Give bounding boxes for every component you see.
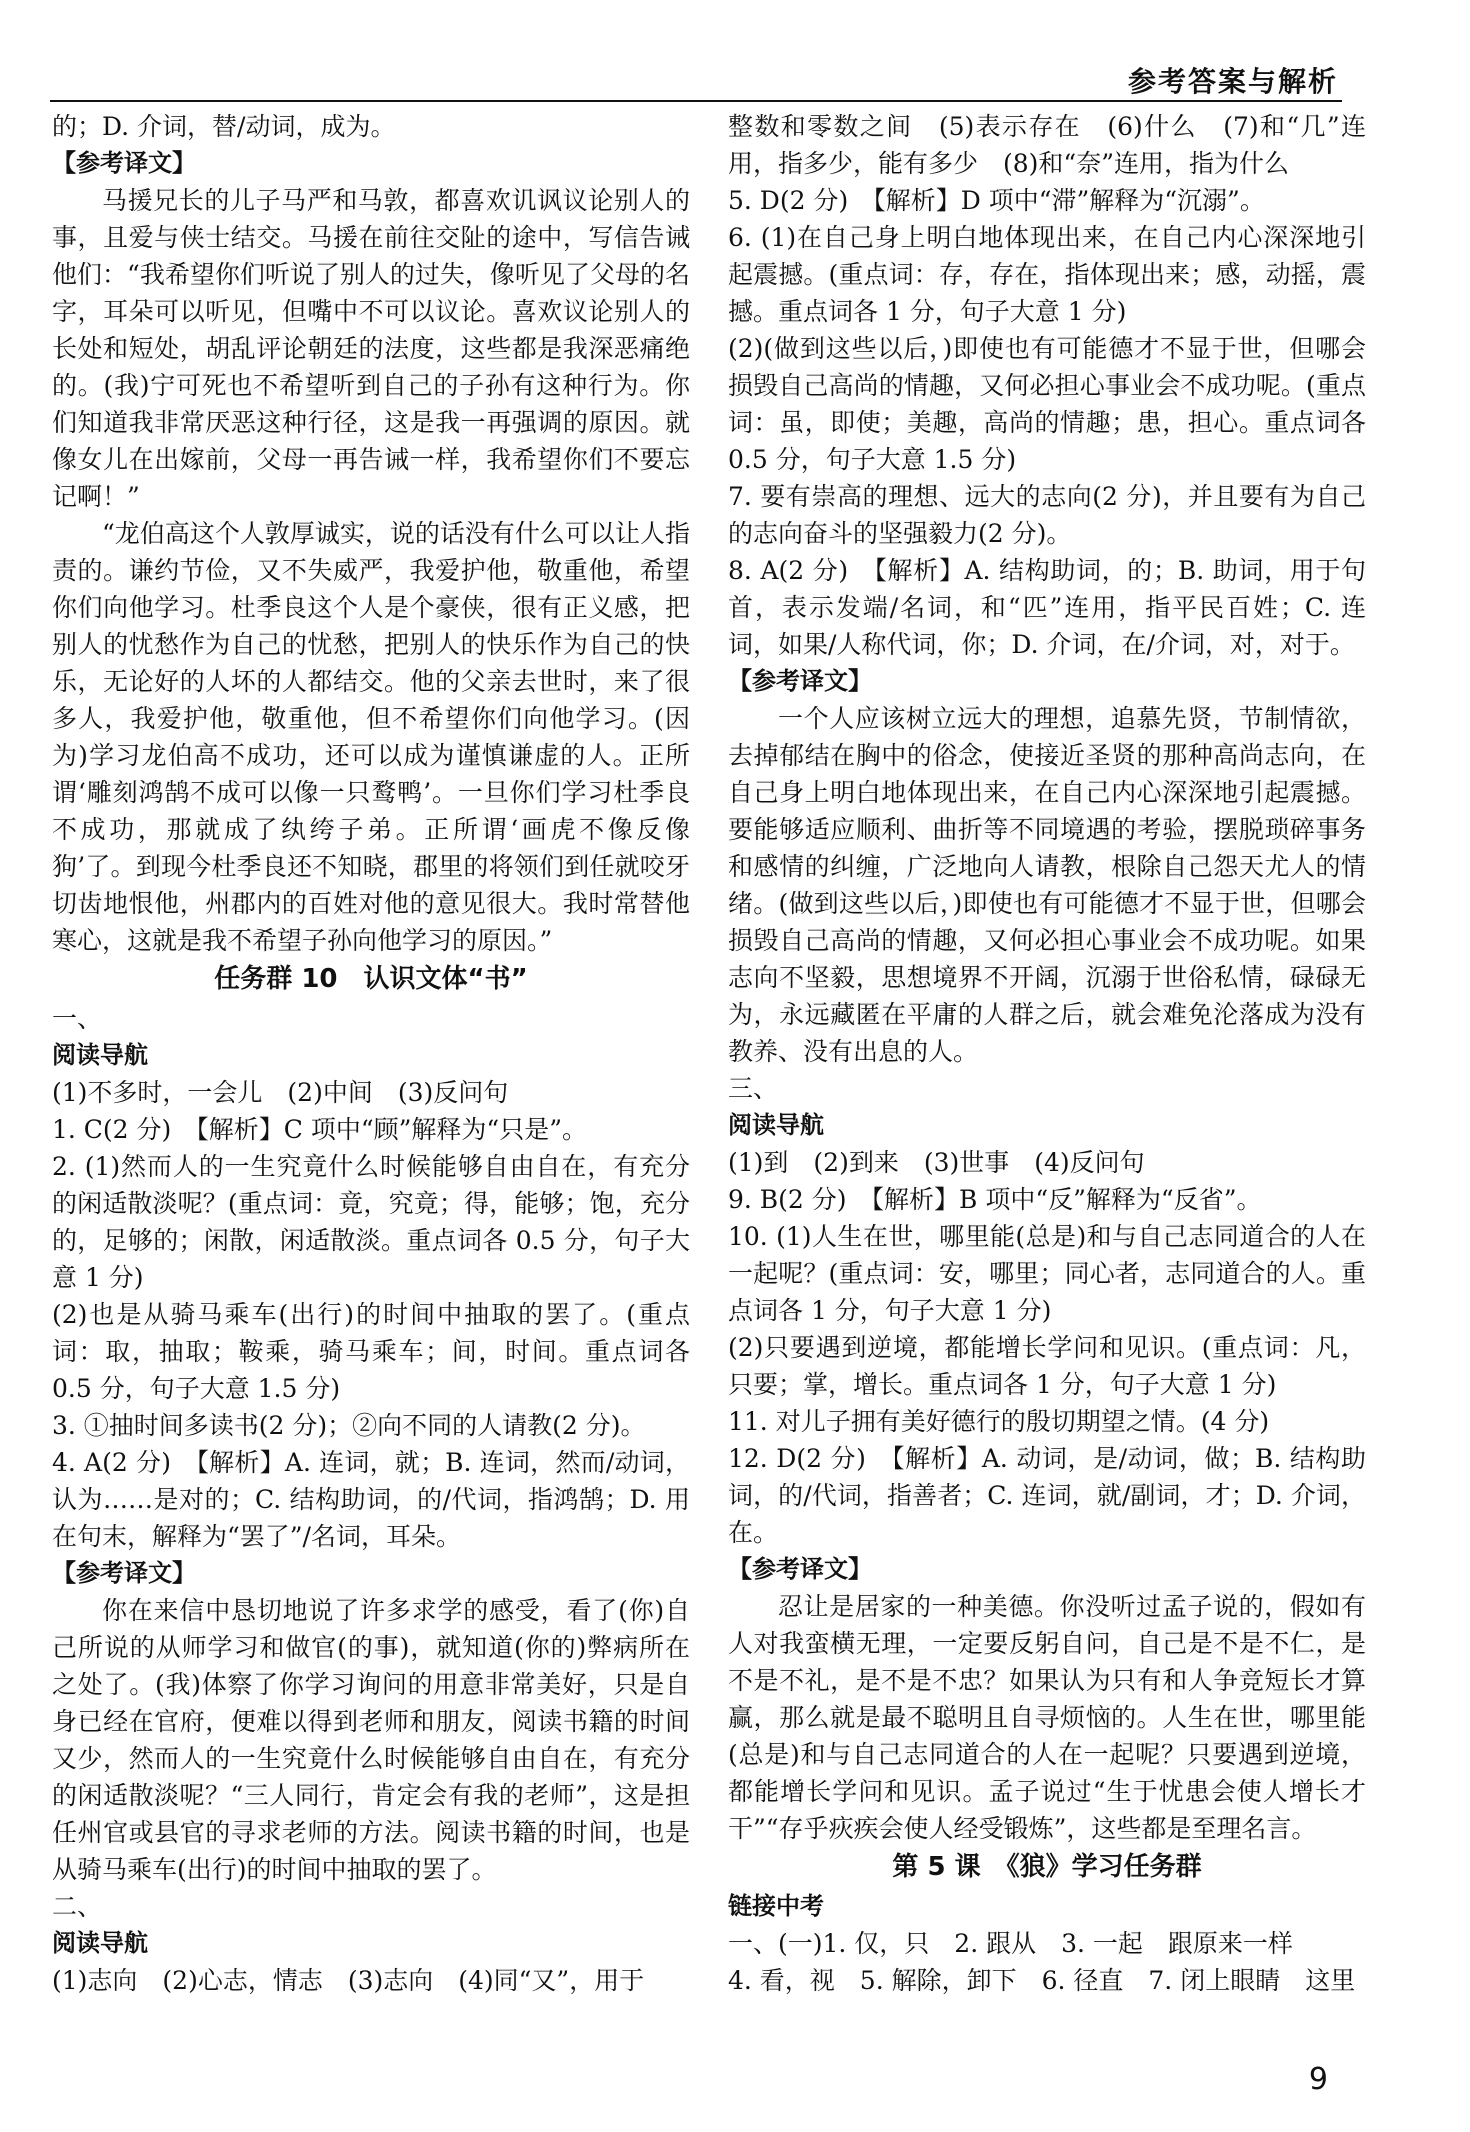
- section-tag: 【参考译文】: [728, 1555, 872, 1583]
- answer-line: 8. A(2 分) 【解析】A. 结构助词，的；B. 助词，用于句首，表示发端/名词，和“匹”连用，指平民百姓；C. 连词，如果/人称代词，你；D. 介词，在/介词，对，对于。: [728, 556, 1366, 659]
- answer-line: 10. (1)人生在世，哪里能(总是)和与自己志同道合的人在一起呢？(重点词：安，哪里；同心者，志同道合的人。重点词各 1 分，句子大意 1 分): [728, 1222, 1366, 1325]
- answer-line: 一、: [52, 1004, 103, 1033]
- answer-line: 12. D(2 分) 【解析】A. 动词，是/动词，做；B. 结构助词，的/代词，指善者；C. 连词，就/副词，才；D. 介词，在。: [728, 1444, 1366, 1547]
- answer-line: 3. ①抽时间多读书(2 分)；②向不同的人请教(2 分)。: [52, 1411, 646, 1440]
- section-title: 任务群 10 认识文体“书”: [214, 964, 528, 994]
- answer-line: 5. D(2 分) 【解析】D 项中“滞”解释为“沉溺”。: [728, 186, 1265, 215]
- answer-line: (1)到 (2)到来 (3)世事 (4)反问句: [728, 1148, 1145, 1177]
- page-header: [0, 0, 1470, 104]
- section-tag: 【参考译文】: [728, 667, 872, 695]
- answer-line: 7. 要有崇高的理想、远大的志向(2 分)，并且要有为自己的志向奋斗的坚强毅力(2 分)。: [728, 482, 1366, 548]
- right-column: [728, 108, 1366, 2068]
- answer-line: 9. B(2 分) 【解析】B 项中“反”解释为“反省”。: [728, 1185, 1262, 1214]
- answer-line: (1)不多时，一会儿 (2)中间 (3)反问句: [52, 1078, 509, 1107]
- translation-paragraph: 你在来信中恳切地说了许多求学的感受，看了(你)自己所说的从师学习和做官(的事)，就知道(你的)弊病所在之处了。(我)体察了你学习询问的用意非常美好，只是自身已经在官府，便难以得到老师和朋友，阅读书籍的时间又少，然而人的一生究竟什么时候能够自由自在，有充分的闲适散淡呢？“三人同行，肯定会有我的老师”，这是担任州官或县官的寻求老师的方法。阅读书籍的时间，也是从骑马乘车(出行)的时间中抽取的罢了。: [52, 1596, 690, 1884]
- answer-line: (2)只要遇到逆境，都能增长学问和见识。(重点词：凡，只要；掌，增长。重点词各 1 分，句子大意 1 分): [728, 1333, 1366, 1399]
- header-rule: [50, 100, 1342, 102]
- answer-line: (1)志向 (2)心志，情志 (3)志向 (4)同“又”，用于: [52, 1966, 645, 1995]
- translation-paragraph: 一个人应该树立远大的理想，追慕先贤，节制情欲，去掉郁结在胸中的俗念，使接近圣贤的那种高尚志向，在自己身上明白地体现出来，在自己内心深深地引起震撼。要能够适应顺利、曲折等不同境遇的考验，摆脱琐碎事务和感情的纠缠，广泛地向人请教，根除自己怨天尤人的情绪。(做到这些以后，)即使也有可能德才不显于世，但哪会损毁自己高尚的情趣，又何必担心事业会不成功呢。如果志向不坚毅，思想境界不开阔，沉溺于世俗私情，碌碌无为，永远藏匿在平庸的人群之后，就会难免沦落成为没有教养、没有出息的人。: [728, 704, 1366, 1066]
- answer-line: 1. C(2 分) 【解析】C 项中“顾”解释为“只是”。: [52, 1115, 587, 1144]
- section-title: 第 5 课 《狼》学习任务群: [892, 1852, 1202, 1882]
- page-number: 9: [1308, 2062, 1328, 2097]
- answer-line: 4. 看，视 5. 解除，卸下 6. 径直 7. 闭上眼睛 这里: [728, 1966, 1356, 1995]
- answer-line: 三、: [728, 1074, 779, 1103]
- section-tag: 阅读导航: [728, 1111, 824, 1139]
- answer-line: 一、(一)1. 仅，只 2. 跟从 3. 一起 跟原来一样: [728, 1929, 1293, 1958]
- section-tag: 阅读导航: [52, 1041, 148, 1069]
- section-tag: 阅读导航: [52, 1929, 148, 1957]
- answer-line: 6. (1)在自己身上明白地体现出来，在自己内心深深地引起震撼。(重点词：存，存在，指体现出来；感，动摇，震撼。重点词各 1 分，句子大意 1 分): [728, 223, 1366, 326]
- header-title: 参考答案与解析: [1127, 65, 1338, 98]
- translation-paragraph: 马援兄长的儿子马严和马敦，都喜欢讥讽议论别人的事，且爱与侠士结交。马援在前往交阯的途中，写信告诫他们：“我希望你们听说了别人的过失，像听见了父母的名字，耳朵可以听见，但嘴中不可以议论。喜欢议论别人的长处和短处，胡乱评论朝廷的法度，这些都是我深恶痛绝的。(我)宁可死也不希望听到自己的子孙有这种行为。你们知道我非常厌恶这种行径，这是我一再强调的原因。就像女儿在出嫁前，父母一再告诫一样，我希望你们不要忘记啊！”: [52, 186, 690, 511]
- answer-line: 二、: [52, 1892, 103, 1921]
- section-tag: 【参考译文】: [52, 149, 196, 177]
- translation-paragraph: “龙伯高这个人敦厚诚实，说的话没有什么可以让人指责的。谦约节俭，又不失威严，我爱护他，敬重他，希望你们向他学习。杜季良这个人是个豪侠，很有正义感，把别人的忧愁作为自己的忧愁，把别人的快乐作为自己的快乐，无论好的人坏的人都结交。他的父亲去世时，来了很多人，我爱护他，敬重他，但不希望你们向他学习。(因为)学习龙伯高不成功，还可以成为谨慎谦虚的人。正所谓‘雕刻鸿鹄不成可以像一只鹜鸭’。一旦你们学习杜季良不成功，那就成了纨绔子弟。正所谓‘画虎不像反像狗’了。到现今杜季良还不知晓，郡里的将领们到任就咬牙切齿地恨他，州郡内的百姓对他的意见很大。我时常替他寒心，这就是我不希望子孙向他学习的原因。”: [52, 519, 690, 955]
- section-tag: 链接中考: [728, 1892, 824, 1920]
- answer-line: 整数和零数之间 (5)表示存在 (6)什么 (7)和“几”连用，指多少，能有多少 (8)和“奈”连用，指为什么: [728, 112, 1366, 178]
- answer-line: 2. (1)然而人的一生究竟什么时候能够自由自在，有充分的闲适散淡呢？(重点词：竟，究竟；得，能够；饱，充分的，足够的；闲散，闲适散淡。重点词各 0.5 分，句子大意 1 分): [52, 1152, 690, 1292]
- answer-line: (2)也是从骑马乘车(出行)的时间中抽取的罢了。(重点词：取，抽取；鞍乘，骑马乘车；间，时间。重点词各 0.5 分，句子大意 1.5 分): [52, 1300, 690, 1403]
- section-tag: 【参考译文】: [52, 1559, 196, 1587]
- translation-paragraph: 忍让是居家的一种美德。你没听过孟子说的，假如有人对我蛮横无理，一定要反躬自问，自己是不是不仁，是不是不礼，是不是不忠？如果认为只有和人争竞短长才算赢，那么就是最不聪明且自寻烦恼的。人生在世，哪里能(总是)和与自己志同道合的人在一起呢？只要遇到逆境，都能增长学问和见识。孟子说过“生于忧患会使人增长才干”“存乎疢疾会使人经受锻炼”，这些都是至理名言。: [728, 1592, 1366, 1843]
- answer-line: (2)(做到这些以后，)即使也有可能德才不显于世，但哪会损毁自己高尚的情趣，又何必担心事业会不成功呢。(重点词：虽，即使；美趣，高尚的情趣；患，担心。重点词各 0.5 分，句子大意 1.5 分): [728, 334, 1366, 474]
- answer-line: 的；D. 介词，替/动词，成为。: [52, 112, 396, 141]
- left-column: [52, 108, 690, 2068]
- answer-line: 11. 对儿子拥有美好德行的殷切期望之情。(4 分): [728, 1407, 1270, 1436]
- answer-line: 4. A(2 分) 【解析】A. 连词，就；B. 连词，然而/动词，认为……是对的；C. 结构助词，的/代词，指鸿鹄；D. 用在句末，解释为“罢了”/名词，耳朵。: [52, 1448, 690, 1551]
